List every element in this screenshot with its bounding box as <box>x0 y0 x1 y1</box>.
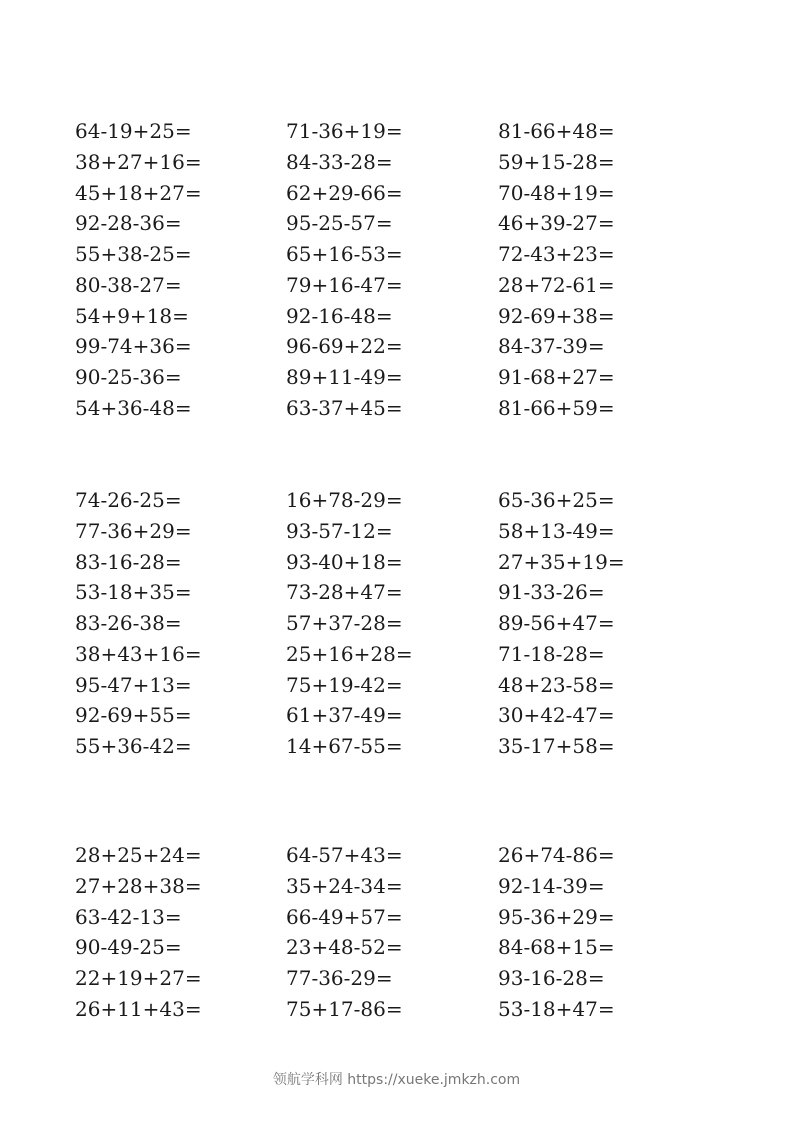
arithmetic-problem: 38+43+16= <box>75 641 202 666</box>
arithmetic-problem: 71-36+19= <box>286 119 403 143</box>
problem-column <box>498 840 615 1025</box>
arithmetic-problem: 27+35+19= <box>498 549 625 574</box>
arithmetic-problem: 66-49+57= <box>286 904 403 929</box>
arithmetic-problem: 89+11-49= <box>286 365 403 389</box>
arithmetic-problem: 65+16-53= <box>286 242 403 266</box>
arithmetic-problem: 95-36+29= <box>498 904 615 929</box>
arithmetic-problem: 54+36-48= <box>75 395 192 420</box>
arithmetic-problem: 92-16-48= <box>286 303 393 328</box>
arithmetic-problem: 59+15-28= <box>498 149 615 174</box>
arithmetic-problem: 92-14-39= <box>498 873 605 898</box>
arithmetic-problem: 77-36+29= <box>75 518 192 543</box>
arithmetic-problem: 83-26-38= <box>75 611 182 635</box>
arithmetic-problem: 45+18+27= <box>75 180 202 205</box>
arithmetic-problem: 48+23-58= <box>498 672 615 697</box>
arithmetic-problem: 99-74+36= <box>75 334 192 359</box>
arithmetic-problem: 90-49-25= <box>75 935 182 960</box>
arithmetic-problem: 61+37-49= <box>286 703 403 728</box>
arithmetic-problem: 58+13-49= <box>498 518 615 543</box>
arithmetic-problem: 53-18+47= <box>498 996 615 1021</box>
arithmetic-problem: 27+28+38= <box>75 873 202 898</box>
arithmetic-problem: 62+29-66= <box>286 180 403 205</box>
arithmetic-problem: 46+39-27= <box>498 211 615 236</box>
arithmetic-problem: 55+38-25= <box>75 242 192 266</box>
arithmetic-problem: 73-28+47= <box>286 580 403 605</box>
problem-column <box>286 116 403 424</box>
arithmetic-problem: 93-16-28= <box>498 966 605 990</box>
arithmetic-problem: 84-33-28= <box>286 149 393 174</box>
arithmetic-problem: 84-68+15= <box>498 935 615 960</box>
arithmetic-problem: 96-69+22= <box>286 334 403 359</box>
arithmetic-problem: 81-66+48= <box>498 119 615 143</box>
arithmetic-problem: 92-69+38= <box>498 303 615 328</box>
arithmetic-problem: 72-43+23= <box>498 242 615 266</box>
arithmetic-problem: 79+16-47= <box>286 272 403 297</box>
arithmetic-problem: 92-28-36= <box>75 211 182 236</box>
arithmetic-problem: 64-57+43= <box>286 843 403 867</box>
problem-column <box>75 116 202 424</box>
arithmetic-problem: 25+16+28= <box>286 641 413 666</box>
problem-column <box>75 485 202 762</box>
arithmetic-problem: 54+9+18= <box>75 303 189 328</box>
problem-column <box>286 485 413 762</box>
arithmetic-problem: 92-69+55= <box>75 703 192 728</box>
footer-source-text: 领航学科网 https://xueke.jmkzh.com <box>272 1072 521 1088</box>
arithmetic-problem: 28+25+24= <box>75 843 202 867</box>
arithmetic-problem: 95-25-57= <box>286 211 393 236</box>
arithmetic-problem: 16+78-29= <box>286 488 403 512</box>
arithmetic-problem: 63-42-13= <box>75 904 182 929</box>
arithmetic-problem: 80-38-27= <box>75 272 182 297</box>
arithmetic-problem: 53-18+35= <box>75 580 192 605</box>
arithmetic-problem: 71-18-28= <box>498 641 605 666</box>
arithmetic-problem: 30+42-47= <box>498 703 615 728</box>
arithmetic-problem: 75+19-42= <box>286 672 403 697</box>
arithmetic-problem: 84-37-39= <box>498 334 605 359</box>
arithmetic-problem: 35-17+58= <box>498 734 615 758</box>
problem-column <box>498 116 615 424</box>
problem-column <box>75 840 202 1025</box>
problem-column <box>498 485 625 762</box>
arithmetic-problem: 26+74-86= <box>498 843 615 867</box>
arithmetic-problem: 93-57-12= <box>286 518 393 543</box>
arithmetic-problem: 74-26-25= <box>75 488 182 512</box>
arithmetic-problem: 38+27+16= <box>75 149 202 174</box>
arithmetic-problem: 83-16-28= <box>75 549 182 574</box>
arithmetic-problem: 65-36+25= <box>498 488 615 512</box>
arithmetic-problem: 81-66+59= <box>498 395 615 420</box>
arithmetic-problem: 89-56+47= <box>498 611 615 635</box>
arithmetic-problem: 95-47+13= <box>75 672 192 697</box>
arithmetic-problem: 90-25-36= <box>75 365 182 389</box>
arithmetic-problem: 57+37-28= <box>286 611 403 635</box>
arithmetic-problem: 22+19+27= <box>75 966 202 990</box>
arithmetic-problem: 26+11+43= <box>75 996 202 1021</box>
arithmetic-problem: 70-48+19= <box>498 180 615 205</box>
problem-column <box>286 840 403 1025</box>
arithmetic-problem: 23+48-52= <box>286 935 403 960</box>
arithmetic-problem: 91-68+27= <box>498 365 615 389</box>
arithmetic-problem: 14+67-55= <box>286 734 403 758</box>
arithmetic-problem: 75+17-86= <box>286 996 403 1021</box>
arithmetic-problem: 28+72-61= <box>498 272 615 297</box>
arithmetic-problem: 35+24-34= <box>286 873 403 898</box>
arithmetic-problem: 77-36-29= <box>286 966 393 990</box>
arithmetic-problem: 91-33-26= <box>498 580 605 605</box>
arithmetic-problem: 93-40+18= <box>286 549 403 574</box>
arithmetic-problem: 63-37+45= <box>286 395 403 420</box>
arithmetic-problem: 64-19+25= <box>75 119 192 143</box>
arithmetic-problem: 55+36-42= <box>75 734 192 758</box>
